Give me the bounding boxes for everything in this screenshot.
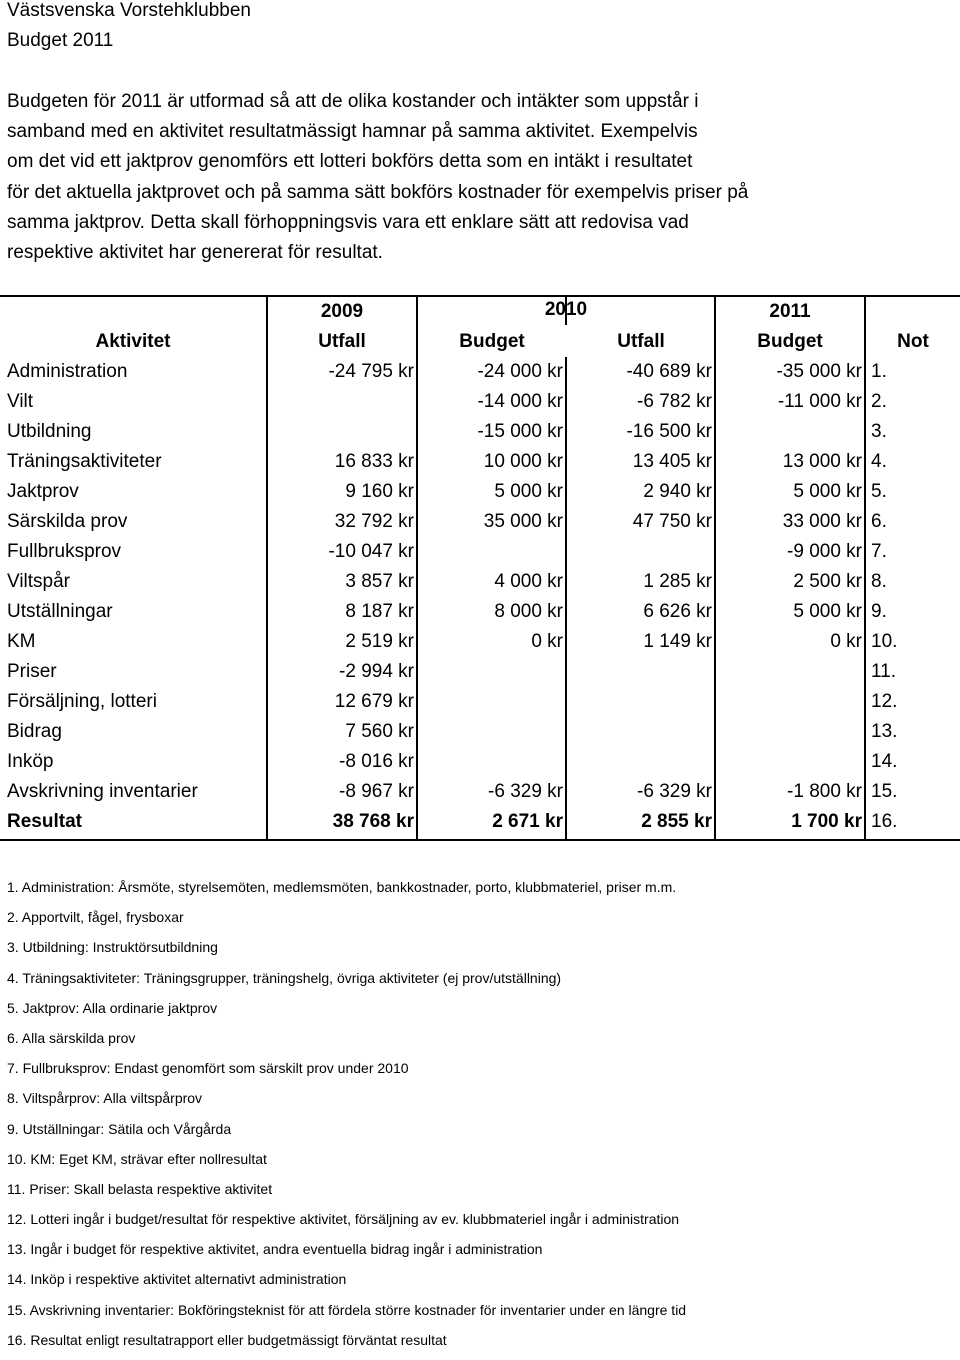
- footnotes: [7, 877, 947, 1360]
- row-note: 3.: [871, 421, 887, 442]
- row-2010-budget: -14 000 kr: [477, 391, 563, 412]
- row-2009-utfall: 2 519 kr: [345, 631, 414, 652]
- row-2010-budget: -24 000 kr: [477, 361, 563, 382]
- footnote: 13. Ingår i budget för respektive aktivitet, andra eventuella bidrag ingår i administration: [7, 1241, 543, 1258]
- row-2011-budget: -9 000 kr: [787, 541, 862, 562]
- row-2010-budget: 4 000 kr: [494, 571, 563, 592]
- row-note: 4.: [871, 451, 887, 472]
- row-note: 9.: [871, 601, 887, 622]
- footnote: 10. KM: Eget KM, strävar efter nollresultat: [7, 1150, 267, 1167]
- intro-paragraph: [7, 87, 907, 268]
- row-2010-utfall: 2 940 kr: [643, 481, 712, 502]
- footnote: 12. Lotteri ingår i budget/resultat för respektive aktivitet, försäljning av ev. klubbmateriel ingår i administration: [7, 1211, 680, 1228]
- document-title: Budget 2011: [7, 30, 114, 51]
- header-year-2011: 2011: [769, 301, 811, 322]
- row-2010-utfall: -6 782 kr: [637, 391, 712, 412]
- row-activity: Fullbruksprov: [7, 541, 122, 562]
- row-note: 12.: [871, 691, 898, 712]
- row-2010-utfall: -6 329 kr: [637, 781, 712, 802]
- row-2009-utfall: 8 187 kr: [345, 601, 414, 622]
- footnote: 16. Resultat enligt resultatrapport eller budgetmässigt förväntat resultat: [7, 1331, 447, 1348]
- row-2011-budget: 1 700 kr: [791, 811, 862, 832]
- budget-table: [0, 295, 960, 841]
- row-activity: Avskrivning inventarier: [7, 781, 198, 802]
- row-2009-utfall: 9 160 kr: [345, 481, 414, 502]
- row-2009-utfall: 16 833 kr: [334, 451, 414, 472]
- table-row: [0, 477, 960, 507]
- row-activity: Resultat: [7, 811, 82, 832]
- row-activity: Administration: [7, 361, 128, 382]
- intro-line: samma jaktprov. Detta skall förhoppningsvis vara ett enklare sätt att redovisa vad: [7, 211, 689, 233]
- row-activity: Priser: [7, 661, 57, 682]
- row-2009-utfall: -10 047 kr: [328, 541, 414, 562]
- footnote: 7. Fullbruksprov: Endast genomfört som särskilt prov under 2010: [7, 1060, 409, 1077]
- row-2011-budget: 5 000 kr: [793, 481, 862, 502]
- header-year-2010: 2010: [544, 299, 588, 320]
- row-2010-budget: -6 329 kr: [488, 781, 563, 802]
- row-note: 10.: [871, 631, 898, 652]
- row-2011-budget: 2 500 kr: [793, 571, 862, 592]
- row-2011-budget: -11 000 kr: [777, 391, 862, 412]
- footnote: 2. Apportvilt, fågel, frysboxar: [7, 909, 184, 926]
- row-note: 15.: [871, 781, 898, 802]
- header-year-2009: 2009: [320, 301, 364, 322]
- row-2011-budget: -1 800 kr: [787, 781, 862, 802]
- intro-line: om det vid ett jaktprov genomförs ett lotteri bokförs detta som en intäkt i resultatet: [7, 151, 693, 173]
- intro-line: respektive aktivitet har genererat för resultat.: [7, 241, 383, 263]
- table-row: [0, 417, 960, 447]
- table-row: [0, 507, 960, 537]
- row-2009-utfall: 12 679 kr: [334, 691, 414, 712]
- footnote: 14. Inköp i respektive aktivitet alternativt administration: [7, 1271, 347, 1288]
- row-2011-budget: -35 000 kr: [776, 361, 862, 382]
- table-row: [0, 747, 960, 777]
- table-row: [0, 597, 960, 627]
- table-bottom-rule: [0, 839, 960, 841]
- table-row: [0, 447, 960, 477]
- row-2010-utfall: 1 149 kr: [643, 631, 712, 652]
- row-2010-budget: 35 000 kr: [483, 511, 563, 532]
- header-2011-budget: Budget: [757, 331, 823, 352]
- row-2009-utfall: 7 560 kr: [345, 721, 414, 742]
- row-activity: Utbildning: [7, 421, 92, 442]
- intro-line: samband med en aktivitet resultatmässigt hamnar på samma aktivitet. Exempelvis: [7, 121, 698, 143]
- row-note: 13.: [871, 721, 898, 742]
- row-note: 14.: [871, 751, 898, 772]
- table-row-total: [0, 807, 960, 837]
- row-note: 5.: [871, 481, 887, 502]
- footnote: 1. Administration: Årsmöte, styrelsemöten, medlemsmöten, bankkostnader, porto, klubbmateriel, priser m.m.: [7, 879, 677, 895]
- intro-line: för det aktuella jaktprovet och på samma sätt bokförs kostnader för exempelvis priser på: [7, 181, 749, 203]
- footnote: 11. Priser: Skall belasta respektive aktivitet: [7, 1180, 273, 1197]
- row-activity: Utställningar: [7, 601, 113, 622]
- row-2010-budget: 8 000 kr: [494, 601, 563, 622]
- row-2010-utfall: 13 405 kr: [632, 451, 712, 472]
- row-2010-utfall: 1 285 kr: [643, 571, 712, 592]
- row-2009-utfall: -24 795 kr: [328, 361, 414, 382]
- table-row: [0, 387, 960, 417]
- row-2009-utfall: 3 857 kr: [345, 571, 414, 592]
- row-note: 2.: [871, 391, 887, 412]
- table-row: [0, 627, 960, 657]
- footnote: 5. Jaktprov: Alla ordinarie jaktprov: [7, 999, 218, 1016]
- row-activity: Särskilda prov: [7, 511, 128, 532]
- header-activity: Aktivitet: [95, 331, 171, 352]
- row-activity: Jaktprov: [7, 481, 79, 502]
- row-2010-utfall: -16 500 kr: [626, 421, 712, 442]
- row-2010-budget: 0 kr: [531, 631, 563, 652]
- table-row: [0, 777, 960, 807]
- footnote: 9. Utställningar: Sätila och Vårgårda: [7, 1120, 232, 1137]
- row-2010-utfall: 2 855 kr: [641, 811, 712, 832]
- row-activity: KM: [7, 631, 36, 652]
- row-activity: Vilt: [7, 391, 34, 412]
- row-2009-utfall: -8 967 kr: [339, 781, 414, 802]
- header-2010-utfall: Utfall: [617, 331, 665, 352]
- footnote: 15. Avskrivning inventarier: Bokföringsteknist för att fördela större kostnader för inventarier under en längre tid: [7, 1301, 687, 1318]
- row-note: 16.: [871, 811, 898, 832]
- footnote: 8. Viltspårprov: Alla viltspårprov: [7, 1090, 203, 1107]
- row-2010-utfall: -40 689 kr: [626, 361, 712, 382]
- row-2010-budget: -15 000 kr: [477, 421, 563, 442]
- header-2009-utfall: Utfall: [318, 331, 366, 352]
- row-2011-budget: 5 000 kr: [793, 601, 862, 622]
- row-activity: Försäljning, lotteri: [7, 691, 157, 712]
- table-top-rule: [0, 295, 960, 297]
- row-2009-utfall: 32 792 kr: [334, 511, 414, 532]
- row-note: 11.: [871, 661, 897, 682]
- row-2010-budget: 2 671 kr: [492, 811, 563, 832]
- row-note: 8.: [871, 571, 887, 592]
- table-row: [0, 687, 960, 717]
- row-2009-utfall: -2 994 kr: [339, 661, 414, 682]
- footnote: 6. Alla särskilda prov: [7, 1029, 136, 1046]
- row-2010-budget: 10 000 kr: [483, 451, 563, 472]
- header-note: Not: [897, 331, 929, 352]
- row-2011-budget: 13 000 kr: [782, 451, 862, 472]
- table-row: [0, 567, 960, 597]
- header-2010-budget: Budget: [459, 331, 525, 352]
- table-row: [0, 357, 960, 387]
- row-2009-utfall: 38 768 kr: [332, 811, 414, 832]
- organization-name: Västsvenska Vorstehklubben: [7, 0, 251, 21]
- row-2011-budget: 0 kr: [830, 631, 862, 652]
- row-2009-utfall: -8 016 kr: [339, 751, 414, 772]
- row-activity: Bidrag: [7, 721, 62, 742]
- row-activity: Viltspår: [7, 571, 71, 592]
- row-2011-budget: 33 000 kr: [782, 511, 862, 532]
- table-row: [0, 717, 960, 747]
- row-2010-budget: 5 000 kr: [494, 481, 563, 502]
- table-row: [0, 657, 960, 687]
- footnote: 4. Träningsaktiviteter: Träningsgrupper, träningshelg, övriga aktiviteter (ej prov/utställning): [7, 969, 562, 986]
- table-row: [0, 537, 960, 567]
- row-2010-utfall: 47 750 kr: [632, 511, 712, 532]
- row-activity: Träningsaktiviteter: [7, 451, 162, 472]
- row-2010-utfall: 6 626 kr: [643, 601, 712, 622]
- row-note: 7.: [871, 541, 887, 562]
- row-note: 1.: [871, 361, 887, 382]
- footnote: 3. Utbildning: Instruktörsutbildning: [7, 939, 218, 956]
- intro-line: Budgeten för 2011 är utformad så att de olika kostander och intäkter som uppstår i: [7, 91, 699, 112]
- row-activity: Inköp: [7, 751, 54, 772]
- row-note: 6.: [871, 511, 887, 532]
